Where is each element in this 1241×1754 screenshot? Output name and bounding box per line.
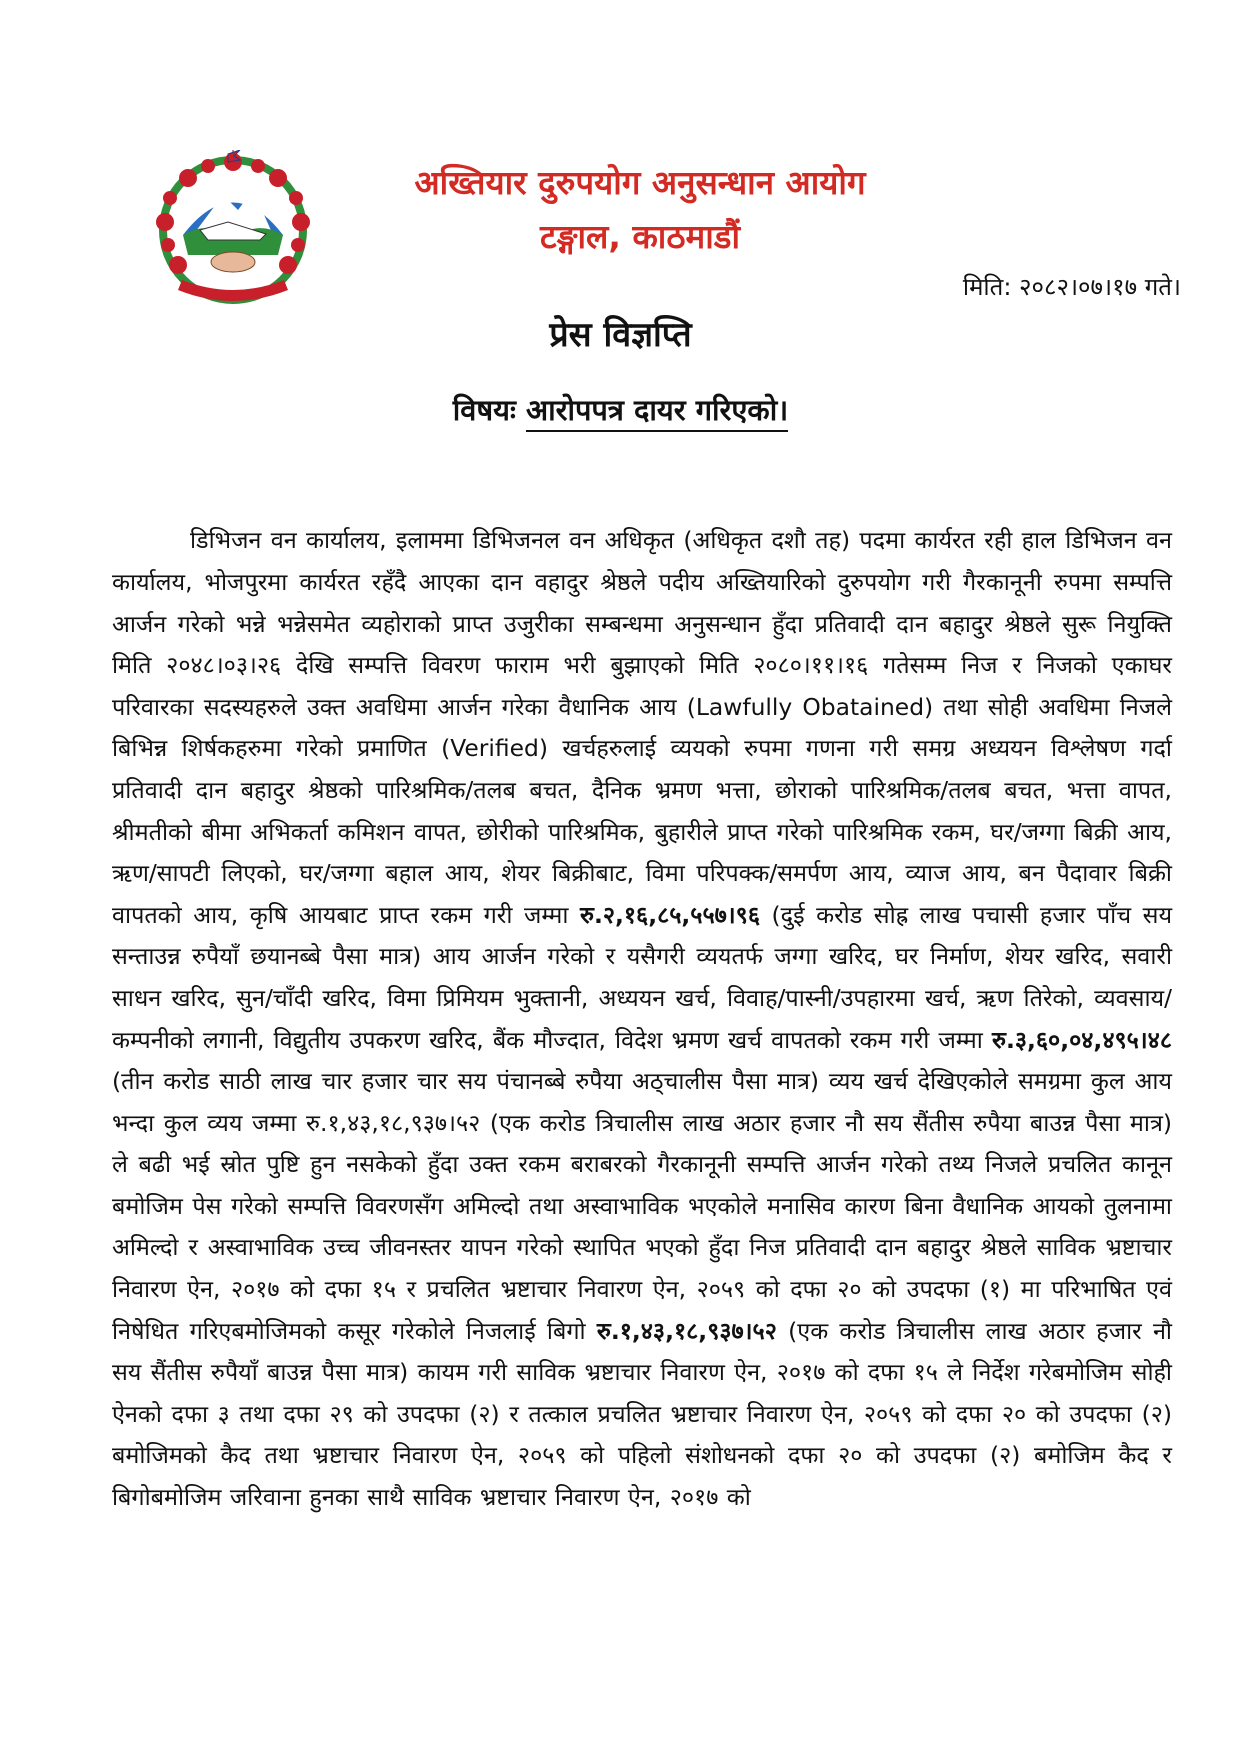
body-part-4: (एक करोड त्रिचालीस लाख अठार हजार नौ सय सैंतीस रुपैयाँ बाउन्न पैसा मात्र) कायम गरी साविक भ्रष्टाचार निवारण ऐन, २०१७ को दफा १५ ले निर्देश गरेबमोजिम सोही ऐनको दफा ३ तथा दफा २९ को उपदफा (२) र तत्काल प्रचलित भ्रष्टाचार निवारण ऐन, २०५९ को दफा २० को उपदफा (२) बमोजिमको कैद तथा भ्रष्टाचार निवारण ऐन, २०५९ को पहिलो संशोधनको दफा २० को उपदफा (२) बमोजिम कैद र बिगोबमोजिम जरिवाना हुनका साथै साविक भ्रष्टाचार निवारण ऐन, २०१७ को bbox=[112, 1316, 1172, 1512]
body-part-3: (तीन करोड साठी लाख चार हजार चार सय पंचानब्बे रुपैया अठ्चालीस पैसा मात्र) व्यय खर्च देखिएकोले समग्रमा कुल आय भन्दा कुल व्यय जम्मा रु.१,४३,१८,९३७।५२ (एक करोड त्रिचालीस लाख अठार हजार नौ सय सैंतीस रुपैया बाउन्न पैसा मात्र) ले बढी भई स्रोत पुष्टि हुन नसकेको हुँदा उक्त रकम बराबरको गैरकानूनी सम्पत्ति आर्जन गरेको तथ्य निजले प्रचलित कानून बमोजिम पेस गरेको सम्पत्ति विवरणसँग अमिल्दो तथा अस्वाभाविक भएकोले मनासिव कारण बिना वैधानिक आयको तुलनामा अमिल्दो र अस्वाभाविक उच्च जीवनस्तर यापन गरेको स्थापित भएको हुँदा निज प्रतिवादी दान बहादुर श्रेष्ठले साविक भ्रष्टाचार निवारण ऐन, २०१७ को दफा १५ र प्रचलित भ्रष्टाचार निवारण ऐन, २०५९ को दफा २० को उपदफा (१) मा परिभाषित एवं निषेधित गरिएबमोजिमको कसूर गरेकोले निजलाई बिगो bbox=[112, 1067, 1172, 1345]
bigo-amount: रु.१,४३,१८,९३७।५२ bbox=[596, 1316, 777, 1345]
body-part-1: डिभिजन वन कार्यालय, इलाममा डिभिजनल वन अधिकृत (अधिकृत दशौ तह) पदमा कार्यरत रही हाल डिभिजन वन कार्यालय, भोजपुरमा कार्यरत रहँदै आएका दान वहादुर श्रेष्ठले पदीय अख्तियारिको दुरुपयोग गरी गैरकानूनी रुपमा सम्पत्ति आर्जन गरेको भन्ने भन्नेसमेत व्यहोराको प्राप्त उजुरीका सम्बन्धमा अनुसन्धान हुँदा प्रतिवादी दान बहादुर श्रेष्ठले सुरू नियुक्ति मिति २०४८।०३।२६ देखि सम्पत्ति विवरण फाराम भरी बुझाएको मिति २०८०।११।१६ गतेसम्म निज र निजको एकाघर परिवारका सदस्यहरुले उक्त अवधिमा आर्जन गरेका वैधानिक आय (Lawfully Obatained) तथा सोही अवधिमा निजले बिभिन्न शिर्षकहरुमा गरेको प्रमाणित (Verified) खर्चहरुलाई व्ययको रुपमा गणना गरी समग्र अध्ययन विश्लेषण गर्दा प्रतिवादी दान बहादुर श्रेष्ठको पारिश्रमिक/तलब बचत, दैनिक भ्रमण भत्ता, छोराको पारिश्रमिक/तलब बचत, भत्ता वापत, श्रीमतीको बीमा अभिकर्ता कमिशन वापत, छोरीको पारिश्रमिक, बुहारीले प्राप्त गरेको पारिश्रमिक रकम, घर/जग्गा बिक्री आय, ऋण/सापटी लिएको, घर/जग्गा बहाल आय, शेयर बिक्रीबाट, विमा परिपक्क/समर्पण आय, व्याज आय, बन पैदावार बिक्री वापतको आय, कृषि आयबाट प्राप्त रकम गरी जम्मा bbox=[112, 526, 1172, 929]
income-amount: रु.२,१६,८५,५५७।९६ bbox=[579, 900, 760, 929]
body-part-2: (दुई करोड सोह्र लाख पचासी हजार पाँच सय सन्ताउन्न रुपैयाँ छयानब्बे पैसा मात्र) आय आर्जन गरेको र यसैगरी व्ययतर्फ जग्गा खरिद, घर निर्माण, शेयर खरिद, सवारी साधन खरिद, सुन/चाँदी खरिद, विमा प्रिमियम भुक्तानी, अध्ययन खर्च, विवाह/पास्नी/उपहारमा खर्च, ऋण तिरेको, व्यवसाय/कम्पनीको लगानी, विद्युतीय उपकरण खरिद, बैंक मौज्दात, विदेश भ्रमण खर्च वापतको रकम गरी जम्मा bbox=[112, 900, 1173, 1054]
expense-amount: रु.३,६०,०४,४९५।४८ bbox=[991, 1025, 1172, 1054]
subject-text: आरोपपत्र दायर गरिएको। bbox=[526, 393, 788, 432]
press-release-body bbox=[112, 520, 1172, 1518]
organization-address: टङ्गाल, काठमाडौं bbox=[539, 217, 740, 256]
subject-label: विषयः bbox=[452, 393, 516, 427]
nepal-emblem-icon bbox=[148, 150, 318, 310]
subject-line bbox=[0, 390, 1241, 429]
document-date: मिति: २०८२।०७।१७ गते। bbox=[962, 273, 1181, 301]
organization-name: अख्तियार दुरुपयोग अनुसन्धान आयोग bbox=[414, 163, 866, 202]
page-title: प्रेस विज्ञप्ति bbox=[549, 315, 692, 355]
